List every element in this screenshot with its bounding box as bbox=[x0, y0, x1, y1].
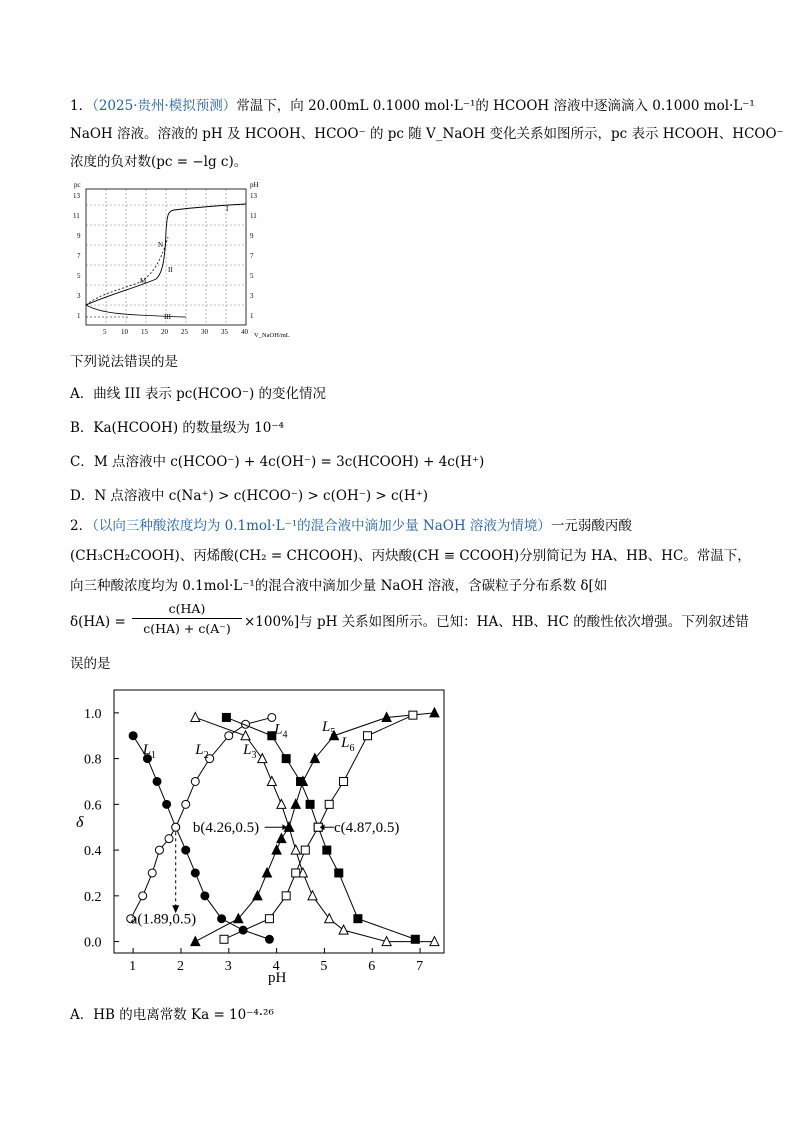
point-L2 bbox=[172, 823, 180, 831]
fig1-x-label: V_NaOH/mL bbox=[254, 332, 290, 339]
fig1-y-ticks-left bbox=[73, 192, 81, 320]
x-tick-label: 7 bbox=[416, 959, 424, 974]
x-tick-label: 4 bbox=[272, 959, 280, 974]
point-L6 bbox=[409, 711, 417, 719]
point-L5 bbox=[272, 845, 281, 854]
q1-number: 1． bbox=[70, 98, 93, 114]
svg-text:5: 5 bbox=[77, 272, 81, 280]
point-L4 bbox=[306, 800, 314, 808]
point-L2 bbox=[148, 869, 156, 877]
q1-text-line2: NaOH 溶液。溶液的 pH 及 HCOOH、HCOO⁻ 的 pc 随 V_NaOH 变化关系如图所示，pc 表示 HCOOH、HCOO⁻ bbox=[70, 126, 784, 142]
point-L1 bbox=[218, 915, 226, 923]
point-L3 bbox=[241, 731, 250, 740]
point-L3 bbox=[191, 712, 200, 721]
svg-text:35: 35 bbox=[221, 328, 228, 336]
fig1-curve-pc-hcooh bbox=[86, 237, 168, 305]
point-L5 bbox=[191, 937, 200, 946]
chart-xlabel: pH bbox=[268, 970, 287, 986]
fig1-point-N: N bbox=[158, 241, 164, 249]
svg-text:9: 9 bbox=[250, 232, 254, 240]
series-label-L6: $L_6$ bbox=[341, 735, 355, 755]
q2-text-line2: (CH₃CH₂COOH)、丙烯酸(CH₂ = CHCOOH)、丙炔酸(CH ≡ CCOOH)分别简记为 HA、HB、HC。常温下， bbox=[70, 548, 751, 564]
y-tick-label: 0.6 bbox=[84, 798, 102, 814]
point-L3 bbox=[430, 937, 439, 946]
point-L1 bbox=[153, 777, 161, 785]
svg-text:15: 15 bbox=[141, 328, 148, 336]
x-tick-label: 5 bbox=[320, 959, 328, 974]
point-L6 bbox=[292, 869, 300, 877]
x-tick-label: 6 bbox=[368, 959, 376, 974]
point-L3 bbox=[277, 799, 286, 808]
svg-text:11: 11 bbox=[250, 212, 257, 220]
svg-text:1: 1 bbox=[77, 312, 81, 320]
point-L1 bbox=[265, 935, 273, 943]
point-L5 bbox=[277, 834, 286, 843]
q1-option-d[interactable]: D．N 点溶液中 c(Na⁺) > c(HCOO⁻) > c(OH⁻) > c(H⁺) bbox=[70, 488, 428, 504]
svg-text:9: 9 bbox=[77, 232, 81, 240]
fig1-curve-pc-hcoo bbox=[86, 305, 186, 317]
point-L2 bbox=[191, 777, 199, 785]
x-tick-label: 2 bbox=[176, 959, 184, 974]
q2-formula-numerator: c(HA) bbox=[132, 600, 242, 619]
point-L6 bbox=[363, 732, 371, 740]
point-L4 bbox=[411, 935, 419, 943]
x-tick-label: 1 bbox=[129, 959, 137, 974]
q2-formula-lhs: δ(HA) = bbox=[70, 614, 126, 630]
svg-text:30: 30 bbox=[201, 328, 208, 336]
q2-option-a[interactable]: A．HB 的电离常数 Ka = 10⁻⁴·²⁶ bbox=[70, 1007, 274, 1023]
point-L5 bbox=[253, 891, 262, 900]
y-tick-label: 0.2 bbox=[84, 889, 102, 905]
point-L5 bbox=[291, 799, 300, 808]
svg-text:5: 5 bbox=[250, 272, 254, 280]
q1-line1 bbox=[70, 96, 755, 116]
q1-text-line3: 浓度的负对数(pc = −lg c)。 bbox=[70, 154, 248, 170]
point-L1 bbox=[129, 732, 137, 740]
q2-text-line3: 向三种酸浓度均为 0.1mol·L⁻¹的混合液中滴加少量 NaOH 溶液，含碳粒子分布系数 δ[如 bbox=[70, 578, 608, 594]
chart-ylabel: δ bbox=[76, 814, 84, 831]
q2-text-line1: 一元弱酸丙酸 bbox=[550, 518, 632, 534]
annotation-b: b(4.26,0.5) bbox=[192, 820, 260, 837]
point-L4 bbox=[335, 869, 343, 877]
svg-text:40: 40 bbox=[241, 328, 248, 336]
svg-text:7: 7 bbox=[250, 252, 254, 260]
y-tick-label: 0.0 bbox=[84, 935, 102, 951]
q1-text-line1: 常温下，向 20.00mL 0.1000 mol·L⁻¹的 HCOOH 溶液中逐滴滴入 0.1000 mol·L⁻¹ bbox=[236, 98, 755, 114]
svg-text:10: 10 bbox=[121, 328, 128, 336]
fig1-label-I: I bbox=[226, 205, 229, 213]
svg-text:1: 1 bbox=[250, 312, 254, 320]
point-L6 bbox=[301, 846, 309, 854]
svg-text:13: 13 bbox=[73, 192, 80, 200]
q2-formula-denominator: c(HA) + c(A⁻) bbox=[143, 621, 231, 636]
q2-source: （以向三种酸浓度均为 0.1mol·L⁻¹的混合液中滴加少量 NaOH 溶液为情境） bbox=[92, 518, 551, 534]
point-L4 bbox=[323, 846, 331, 854]
point-L2 bbox=[165, 835, 173, 843]
y-tick-label: 1.0 bbox=[84, 706, 102, 722]
q1-option-a[interactable]: A．曲线 III 表示 pc(HCOO⁻) 的变化情况 bbox=[70, 386, 327, 402]
fig1-grid bbox=[86, 189, 246, 325]
q2-formula-tail: ×100%]与 pH 关系如图所示。已知：HA、HB、HC 的酸性依次增强。下列叙述错 bbox=[244, 614, 749, 630]
series-label-L2: $L_2$ bbox=[195, 742, 209, 762]
series-label-L4: $L_4$ bbox=[274, 721, 288, 741]
q2-line1 bbox=[70, 516, 632, 536]
fig1-x-ticks bbox=[103, 328, 249, 336]
q1-source: （2025·贵州·模拟预测） bbox=[92, 98, 237, 114]
point-L4 bbox=[354, 915, 362, 923]
q1-prompt: 下列说法错误的是 bbox=[70, 354, 178, 370]
series-label-L3: $L_3$ bbox=[243, 742, 257, 762]
point-L6 bbox=[265, 915, 273, 923]
y-tick-label: 0.4 bbox=[84, 844, 102, 860]
svg-text:20: 20 bbox=[161, 328, 168, 336]
series-label-L5: $L_5$ bbox=[322, 719, 336, 739]
point-L6 bbox=[220, 935, 228, 943]
svg-text:25: 25 bbox=[181, 328, 188, 336]
q2-number: 2． bbox=[70, 518, 93, 534]
point-L2 bbox=[139, 892, 147, 900]
point-L5 bbox=[430, 708, 439, 717]
series-label-L1: $L_1$ bbox=[142, 742, 157, 762]
svg-text:5: 5 bbox=[103, 328, 107, 336]
annotation-c: c(4.87,0.5) bbox=[334, 820, 400, 837]
series-line-L1 bbox=[130, 736, 269, 940]
fig1-right-label: pH bbox=[250, 181, 259, 189]
svg-text:11: 11 bbox=[73, 212, 80, 220]
point-L2 bbox=[155, 846, 163, 854]
point-L6 bbox=[325, 800, 333, 808]
q1-figure bbox=[68, 177, 298, 342]
point-L2 bbox=[182, 800, 190, 808]
point-L1 bbox=[201, 892, 209, 900]
point-L3 bbox=[291, 845, 300, 854]
point-L3 bbox=[267, 776, 276, 785]
y-tick-label: 0.8 bbox=[84, 752, 102, 768]
q1-option-c[interactable]: C．M 点溶液中 c(HCOO⁻) + 4c(OH⁻) = 3c(HCOOH) + 4c(H⁺) bbox=[70, 454, 485, 470]
q2-text-line5: 误的是 bbox=[70, 656, 111, 672]
annotation-a: a(1.89,0.5) bbox=[130, 911, 197, 928]
point-L4 bbox=[222, 713, 230, 721]
point-L1 bbox=[182, 846, 190, 854]
svg-text:13: 13 bbox=[250, 192, 257, 200]
svg-text:7: 7 bbox=[77, 252, 81, 260]
fig1-point-M: M bbox=[140, 277, 147, 285]
point-L3 bbox=[308, 891, 317, 900]
point-L1 bbox=[163, 800, 171, 808]
fig1-left-label: pc bbox=[74, 181, 81, 189]
point-L6 bbox=[340, 777, 348, 785]
svg-text:3: 3 bbox=[77, 292, 81, 300]
fig1-label-II: II bbox=[168, 266, 173, 274]
point-L3 bbox=[339, 925, 348, 934]
q2-chart bbox=[68, 682, 458, 994]
point-L2 bbox=[225, 732, 233, 740]
point-L4 bbox=[282, 755, 290, 763]
point-L6 bbox=[282, 892, 290, 900]
point-L1 bbox=[191, 869, 199, 877]
fig1-label-III: III bbox=[164, 313, 171, 321]
svg-text:3: 3 bbox=[250, 292, 254, 300]
point-L5 bbox=[263, 868, 272, 877]
q1-option-b[interactable]: B．Ka(HCOOH) 的数量级为 10⁻⁴ bbox=[70, 420, 284, 436]
fig1-y-ticks-right bbox=[250, 192, 258, 320]
x-tick-label: 3 bbox=[224, 959, 232, 974]
point-L2 bbox=[268, 713, 276, 721]
